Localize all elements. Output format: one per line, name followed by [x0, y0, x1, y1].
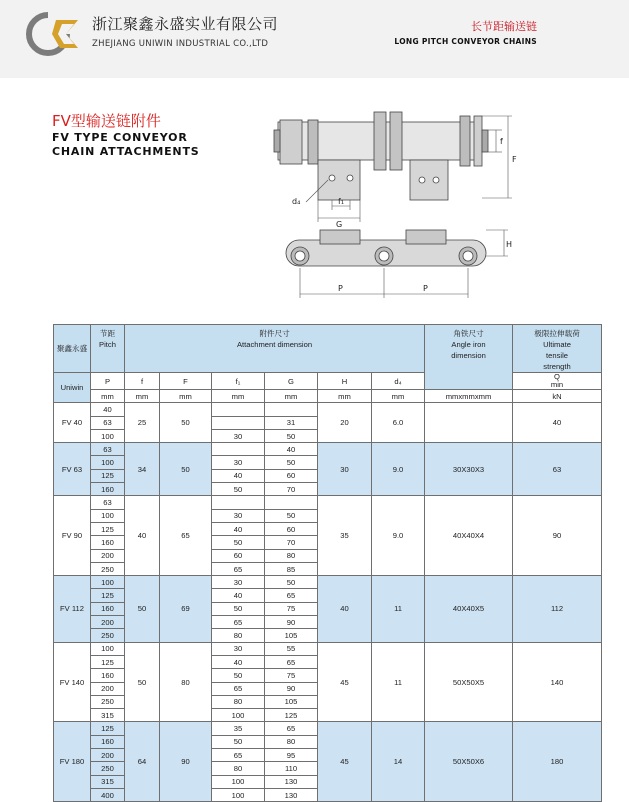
- cell-d4: 11: [372, 576, 425, 642]
- cell-G: 125: [265, 709, 318, 722]
- unit-f1: mm: [212, 390, 265, 403]
- cell-pitch: 250: [91, 562, 125, 575]
- section-title-cn: FV型输送链附件: [52, 112, 161, 130]
- cell-pitch: 40: [91, 403, 125, 416]
- cell-pitch: 160: [91, 536, 125, 549]
- cell-G: 90: [265, 682, 318, 695]
- cell-d4: 9.0: [372, 443, 425, 496]
- cell-pitch: 200: [91, 549, 125, 562]
- attachment-diagram: [250, 100, 520, 310]
- cell-d4: 14: [372, 722, 425, 802]
- cell-f1: 50: [212, 536, 265, 549]
- cell-f1: 35: [212, 722, 265, 735]
- table-row: [54, 496, 602, 509]
- cell-pitch: 125: [91, 589, 125, 602]
- cell-angle: 50X50X6: [425, 722, 513, 802]
- cell-angle: 40X40X5: [425, 576, 513, 642]
- dim-label-f1: f₁: [338, 197, 345, 206]
- cell-G: 50: [265, 509, 318, 522]
- th-P: P: [91, 373, 125, 390]
- page-title-en: LONG PITCH CONVEYOR CHAINS: [394, 37, 537, 46]
- cell-G: [265, 496, 318, 509]
- cell-pitch: 200: [91, 616, 125, 629]
- cell-d4: 9.0: [372, 496, 425, 576]
- unit-d4: mm: [372, 390, 425, 403]
- cell-G: 105: [265, 629, 318, 642]
- cell-f1: 100: [212, 709, 265, 722]
- cell-G: 95: [265, 749, 318, 762]
- cell-H: 30: [318, 443, 372, 496]
- cell-q: 140: [513, 642, 602, 722]
- cell-F: 69: [160, 576, 212, 642]
- cell-G: 85: [265, 562, 318, 575]
- cell-angle: [425, 403, 513, 443]
- cell-f1: 40: [212, 522, 265, 535]
- cell-f: 50: [125, 642, 160, 722]
- cell-angle: 50X50X5: [425, 642, 513, 722]
- cell-G: 80: [265, 735, 318, 748]
- cell-G: 31: [265, 416, 318, 429]
- cell-pitch: 160: [91, 669, 125, 682]
- cell-f1: [212, 416, 265, 429]
- cell-pitch: 100: [91, 456, 125, 469]
- cell-G: 65: [265, 589, 318, 602]
- cell-angle: 40X40X4: [425, 496, 513, 576]
- dim-label-d4: d₄: [292, 197, 301, 206]
- cell-model: FV 40: [54, 403, 91, 443]
- cell-f1: 60: [212, 549, 265, 562]
- cell-q: 63: [513, 443, 602, 496]
- cell-f1: 50: [212, 735, 265, 748]
- cell-F: 50: [160, 403, 212, 443]
- unit-F: mm: [160, 390, 212, 403]
- cell-F: 80: [160, 642, 212, 722]
- dim-label-F: F: [512, 155, 517, 164]
- cell-G: 130: [265, 788, 318, 801]
- unit-f: mm: [125, 390, 160, 403]
- cell-f1: 40: [212, 469, 265, 482]
- units-row: [54, 390, 602, 403]
- dim-label-P1: P: [338, 284, 343, 293]
- th-f1: f₁: [212, 373, 265, 390]
- cell-f1: [212, 403, 265, 416]
- table-row: [54, 576, 602, 589]
- cell-q: 90: [513, 496, 602, 576]
- cell-f1: 80: [212, 695, 265, 708]
- table-row: [54, 443, 602, 456]
- cell-f1: 65: [212, 682, 265, 695]
- chain-top-view: [274, 112, 488, 200]
- unit-G: mm: [265, 390, 318, 403]
- cell-G: 80: [265, 549, 318, 562]
- cell-f: 25: [125, 403, 160, 443]
- cell-G: 40: [265, 443, 318, 456]
- cell-f1: 30: [212, 642, 265, 655]
- cell-angle: 30X30X3: [425, 443, 513, 496]
- cell-pitch: 160: [91, 602, 125, 615]
- cell-f1: 30: [212, 576, 265, 589]
- cell-d4: 11: [372, 642, 425, 722]
- cell-G: 105: [265, 695, 318, 708]
- cell-f1: 100: [212, 775, 265, 788]
- company-logo: [26, 10, 84, 58]
- cell-f1: 40: [212, 655, 265, 668]
- section-title-en-line2: CHAIN ATTACHMENTS: [52, 145, 200, 158]
- cell-pitch: 160: [91, 735, 125, 748]
- cell-f1: 100: [212, 788, 265, 801]
- cell-f1: [212, 443, 265, 456]
- cell-G: 65: [265, 722, 318, 735]
- th-strength: 极限拉伸载荷 Ultimate tensile strength: [513, 325, 602, 373]
- cell-pitch: 63: [91, 496, 125, 509]
- dim-label-H: H: [506, 240, 513, 249]
- cell-G: 50: [265, 576, 318, 589]
- cell-pitch: 100: [91, 429, 125, 442]
- cell-G: 130: [265, 775, 318, 788]
- company-name-en: ZHEJIANG UNIWIN INDUSTRIAL CO.,LTD: [92, 39, 269, 49]
- table-row: [54, 722, 602, 735]
- cell-G: 60: [265, 522, 318, 535]
- company-name-cn: 浙江聚鑫永盛实业有限公司: [92, 15, 279, 33]
- th-H: H: [318, 373, 372, 390]
- cell-G: 70: [265, 483, 318, 496]
- cell-pitch: 63: [91, 443, 125, 456]
- cell-q: 40: [513, 403, 602, 443]
- cell-G: 60: [265, 469, 318, 482]
- cell-pitch: 315: [91, 775, 125, 788]
- cell-H: 20: [318, 403, 372, 443]
- cell-pitch: 125: [91, 522, 125, 535]
- cell-q: 112: [513, 576, 602, 642]
- cell-pitch: 100: [91, 642, 125, 655]
- cell-f1: 50: [212, 669, 265, 682]
- cell-pitch: 100: [91, 509, 125, 522]
- cell-f1: 65: [212, 562, 265, 575]
- unit-q: kN: [513, 390, 602, 403]
- th-brand: 聚鑫永盛: [54, 325, 91, 373]
- cell-pitch: 125: [91, 469, 125, 482]
- dim-label-P2: P: [423, 284, 428, 293]
- cell-q: 180: [513, 722, 602, 802]
- unit-angle: mmxmmxmm: [425, 390, 513, 403]
- cell-H: 45: [318, 642, 372, 722]
- dim-label-G: G: [336, 220, 343, 229]
- cell-model: FV 90: [54, 496, 91, 576]
- cell-f1: 65: [212, 616, 265, 629]
- cell-f1: 80: [212, 762, 265, 775]
- cell-f1: 50: [212, 483, 265, 496]
- cell-pitch: 250: [91, 695, 125, 708]
- cell-H: 40: [318, 576, 372, 642]
- section-title-en-line1: FV TYPE CONVEYOR: [52, 131, 188, 144]
- cell-H: 45: [318, 722, 372, 802]
- cell-f1: 50: [212, 602, 265, 615]
- th-F: F: [160, 373, 212, 390]
- cell-f: 64: [125, 722, 160, 802]
- cell-f1: [212, 496, 265, 509]
- cell-G: 55: [265, 642, 318, 655]
- cell-pitch: 250: [91, 629, 125, 642]
- dim-label-f: f: [500, 137, 503, 146]
- cell-pitch: 250: [91, 762, 125, 775]
- cell-G: 110: [265, 762, 318, 775]
- cell-G: 50: [265, 429, 318, 442]
- chain-side-view: [286, 230, 486, 266]
- cell-model: FV 140: [54, 642, 91, 722]
- th-pitch: 节距 Pitch: [91, 325, 125, 373]
- cell-f1: 30: [212, 456, 265, 469]
- cell-f1: 65: [212, 749, 265, 762]
- cell-pitch: 125: [91, 722, 125, 735]
- th-d4: d₄: [372, 373, 425, 390]
- cell-f: 50: [125, 576, 160, 642]
- cell-f1: 30: [212, 509, 265, 522]
- table-row: [54, 642, 602, 655]
- th-uniwin: Uniwin: [54, 373, 91, 403]
- th-f: f: [125, 373, 160, 390]
- th-attachment: 附件尺寸 Attachment dimension: [125, 325, 425, 373]
- cell-G: 90: [265, 616, 318, 629]
- cell-G: 75: [265, 669, 318, 682]
- cell-G: 75: [265, 602, 318, 615]
- cell-G: [265, 403, 318, 416]
- cell-G: 65: [265, 655, 318, 668]
- spec-table: [53, 324, 602, 802]
- cell-f1: 40: [212, 589, 265, 602]
- cell-G: 50: [265, 456, 318, 469]
- header-row-3: [54, 373, 602, 390]
- cell-pitch: 125: [91, 655, 125, 668]
- cell-f1: 30: [212, 429, 265, 442]
- cell-G: 70: [265, 536, 318, 549]
- cell-pitch: 200: [91, 749, 125, 762]
- cell-F: 50: [160, 443, 212, 496]
- page-title-cn: 长节距输送链: [471, 20, 537, 33]
- cell-F: 90: [160, 722, 212, 802]
- cell-f: 34: [125, 443, 160, 496]
- cell-F: 65: [160, 496, 212, 576]
- cell-d4: 6.0: [372, 403, 425, 443]
- cell-model: FV 112: [54, 576, 91, 642]
- cell-pitch: 63: [91, 416, 125, 429]
- cell-model: FV 180: [54, 722, 91, 802]
- unit-H: mm: [318, 390, 372, 403]
- cell-f1: 80: [212, 629, 265, 642]
- cell-pitch: 200: [91, 682, 125, 695]
- cell-H: 35: [318, 496, 372, 576]
- cell-pitch: 100: [91, 576, 125, 589]
- unit-pitch: mm: [91, 390, 125, 403]
- table-row: [54, 403, 602, 416]
- cell-model: FV 63: [54, 443, 91, 496]
- cell-pitch: 400: [91, 788, 125, 801]
- th-Q: Q min: [513, 373, 602, 390]
- cell-f: 40: [125, 496, 160, 576]
- cell-pitch: 160: [91, 483, 125, 496]
- cell-pitch: 315: [91, 709, 125, 722]
- th-G: G: [265, 373, 318, 390]
- th-angle: 角铁尺寸 Angle iron dimension: [425, 325, 513, 390]
